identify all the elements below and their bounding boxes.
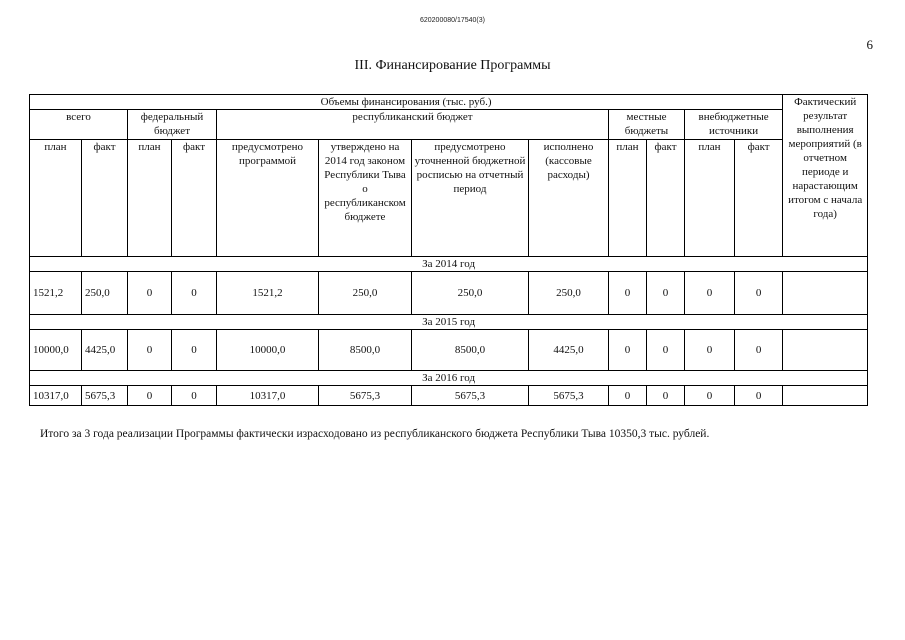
year-row-2016 bbox=[30, 371, 868, 386]
header-extrabudget: внебюджетные источники bbox=[685, 110, 783, 140]
federal-plan-cell: 0 bbox=[128, 386, 172, 406]
header-federal-plan: план bbox=[128, 140, 172, 257]
rep-program-cell: 10317,0 bbox=[217, 386, 319, 406]
header-rep-refined: предусмотрено уточненной бюджетной росписью на отчетный период bbox=[412, 140, 529, 257]
rep-refined-cell: 250,0 bbox=[412, 272, 529, 315]
local-fact-cell: 0 bbox=[647, 386, 685, 406]
local-plan-cell: 0 bbox=[609, 386, 647, 406]
extrabudget-plan-cell: 0 bbox=[685, 330, 735, 371]
financing-table bbox=[29, 94, 868, 406]
header-federal-fact: факт bbox=[172, 140, 217, 257]
extrabudget-plan-cell: 0 bbox=[685, 386, 735, 406]
header-extrabudget-plan: план bbox=[685, 140, 735, 257]
rep-approved-cell: 8500,0 bbox=[319, 330, 412, 371]
federal-fact-cell: 0 bbox=[172, 330, 217, 371]
header-local: местные бюджеты bbox=[609, 110, 685, 140]
total-summary: Итого за 3 года реализации Программы фактически израсходовано из республиканского бюджета Республики Тыва 10350,3 тыс. рублей. bbox=[40, 428, 710, 440]
header-row-3 bbox=[30, 140, 868, 257]
header-rep-program: предусмотрено программой bbox=[217, 140, 319, 257]
header-federal: федеральный бюджет bbox=[128, 110, 217, 140]
header-local-fact: факт bbox=[647, 140, 685, 257]
result-cell bbox=[783, 386, 868, 406]
rep-program-cell: 1521,2 bbox=[217, 272, 319, 315]
rep-executed-cell: 4425,0 bbox=[529, 330, 609, 371]
header-rep-executed: исполнено (кассовые расходы) bbox=[529, 140, 609, 257]
federal-fact-cell: 0 bbox=[172, 386, 217, 406]
header-local-plan: план bbox=[609, 140, 647, 257]
rep-refined-cell: 5675,3 bbox=[412, 386, 529, 406]
header-row-2 bbox=[30, 110, 868, 140]
federal-plan-cell: 0 bbox=[128, 272, 172, 315]
header-result: Фактический результат выполнения мероприятий (в отчетном периоде и нарастающим итогом с начала года) bbox=[783, 95, 868, 257]
page-number: 6 bbox=[866, 37, 873, 52]
rep-refined-cell: 8500,0 bbox=[412, 330, 529, 371]
local-fact-cell: 0 bbox=[647, 272, 685, 315]
header-total: всего bbox=[30, 110, 128, 140]
federal-plan-cell: 0 bbox=[128, 330, 172, 371]
year-label: За 2016 год bbox=[30, 371, 868, 386]
document-code: 620200080/17540(3) bbox=[419, 17, 485, 24]
data-row-2015 bbox=[30, 330, 868, 371]
year-row-2015 bbox=[30, 315, 868, 330]
header-row-1 bbox=[30, 95, 868, 110]
year-row-2014 bbox=[30, 257, 868, 272]
rep-approved-cell: 5675,3 bbox=[319, 386, 412, 406]
header-extrabudget-fact: факт bbox=[735, 140, 783, 257]
federal-fact-cell: 0 bbox=[172, 272, 217, 315]
result-cell bbox=[783, 272, 868, 315]
section-title: III. Финансирование Программы bbox=[354, 58, 551, 73]
header-rep-approved: утверждено на 2014 год законом Республики Тыва о республиканском бюджете bbox=[319, 140, 412, 257]
extrabudget-fact-cell: 0 bbox=[735, 272, 783, 315]
rep-approved-cell: 250,0 bbox=[319, 272, 412, 315]
data-row-2016 bbox=[30, 386, 868, 406]
header-republic: республиканский бюджет bbox=[217, 110, 609, 140]
header-total-plan: план bbox=[30, 140, 82, 257]
result-cell bbox=[783, 330, 868, 371]
local-fact-cell: 0 bbox=[647, 330, 685, 371]
year-label: За 2015 год bbox=[30, 315, 868, 330]
total-fact-cell: 5675,3 bbox=[82, 386, 128, 406]
data-row-2014 bbox=[30, 272, 868, 315]
total-fact-cell: 250,0 bbox=[82, 272, 128, 315]
extrabudget-plan-cell: 0 bbox=[685, 272, 735, 315]
header-total-fact: факт bbox=[82, 140, 128, 257]
total-fact-cell: 4425,0 bbox=[82, 330, 128, 371]
year-label: За 2014 год bbox=[30, 257, 868, 272]
local-plan-cell: 0 bbox=[609, 272, 647, 315]
total-plan-cell: 10000,0 bbox=[30, 330, 82, 371]
extrabudget-fact-cell: 0 bbox=[735, 330, 783, 371]
extrabudget-fact-cell: 0 bbox=[735, 386, 783, 406]
total-plan-cell: 10317,0 bbox=[30, 386, 82, 406]
rep-program-cell: 10000,0 bbox=[217, 330, 319, 371]
local-plan-cell: 0 bbox=[609, 330, 647, 371]
total-plan-cell: 1521,2 bbox=[30, 272, 82, 315]
rep-executed-cell: 5675,3 bbox=[529, 386, 609, 406]
rep-executed-cell: 250,0 bbox=[529, 272, 609, 315]
header-volumes: Объемы финансирования (тыс. руб.) bbox=[30, 95, 783, 110]
